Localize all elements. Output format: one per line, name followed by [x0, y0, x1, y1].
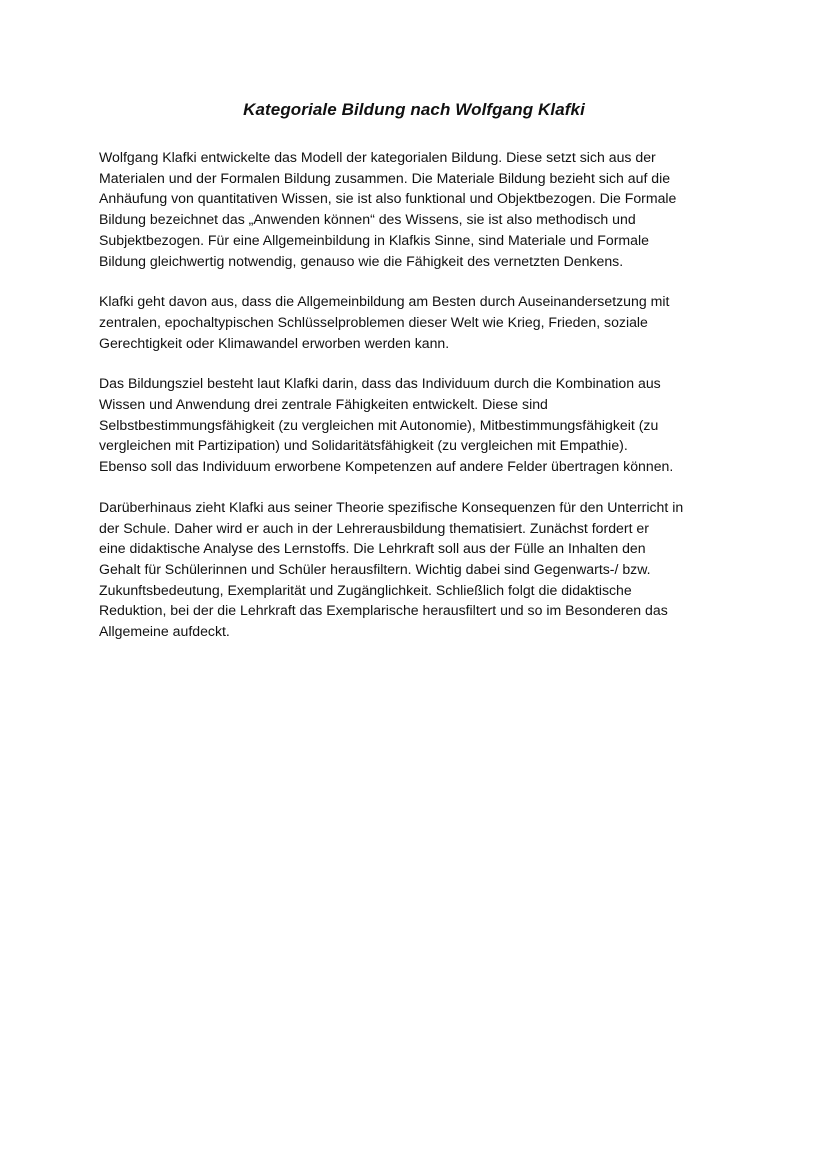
paragraph-2 — [99, 291, 739, 353]
text-line: Wissen und Anwendung drei zentrale Fähigkeiten entwickelt. Diese sind — [99, 396, 548, 413]
text-line: Wolfgang Klafki entwickelte das Modell der kategorialen Bildung. Diese setzt sich aus der — [99, 149, 656, 165]
text-line: eine didaktische Analyse des Lernstoffs. Die Lehrkraft soll aus der Fülle an Inhalten den — [99, 540, 646, 557]
text-line: Ebenso soll das Individuum erworbene Kompetenzen auf andere Felder übertragen können. — [99, 458, 674, 475]
text-line: Allgemeine aufdeckt. — [99, 623, 230, 640]
document-body — [99, 147, 739, 662]
paragraph-4 — [99, 497, 739, 642]
text-line: Anhäufung von quantitativen Wissen, sie ist also funktional und Objektbezogen. Die Formale — [99, 190, 677, 207]
text-line: zentralen, epochaltypischen Schlüsselproblemen dieser Welt wie Krieg, Frieden, soziale — [99, 313, 648, 330]
paragraph-1 — [99, 147, 739, 271]
text-line: Bildung gleichwertig notwendig, genauso wie die Fähigkeit des vernetzten Denkens. — [99, 252, 624, 269]
text-line: Das Bildungsziel besteht laut Klafki darin, dass das Individuum durch die Kombination aus — [99, 375, 661, 392]
text-line: der Schule. Daher wird er auch in der Lehrerausbildung thematisiert. Zunächst fordert er — [99, 519, 649, 536]
text-line: Zukunftsbedeutung, Exemplarität und Zugänglichkeit. Schließlich folgt die didaktische — [99, 581, 632, 598]
text-line: Darüberhinaus zieht Klafki aus seiner Theorie spezifische Konsequenzen für den Unterricht in — [99, 498, 684, 515]
text-line: Reduktion, bei der die Lehrkraft das Exemplarische herausfiltert und so im Besonderen das — [99, 602, 668, 619]
text-line: Klafki geht davon aus, dass die Allgemeinbildung am Besten durch Auseinandersetzung mit — [99, 293, 670, 310]
document-title: Kategoriale Bildung nach Wolfgang Klafki — [243, 100, 585, 119]
text-line: Bildung bezeichnet das „Anwenden können“ des Wissens, sie ist also methodisch und — [99, 211, 636, 228]
text-line: Subjektbezogen. Für eine Allgemeinbildung in Klafkis Sinne, sind Materiale und Formale — [99, 231, 649, 248]
text-line: Gehalt für Schülerinnen und Schüler herausfiltern. Wichtig dabei sind Gegenwarts-/ bzw. — [99, 560, 651, 577]
text-line: Selbstbestimmungsfähigkeit (zu vergleichen mit Autonomie), Mitbestimmungsfähigkeit (zu — [99, 416, 659, 433]
text-line: Gerechtigkeit oder Klimawandel erworben werden kann. — [99, 334, 450, 351]
text-line: Materialen und der Formalen Bildung zusammen. Die Materiale Bildung bezieht sich auf die — [99, 169, 671, 186]
text-line: vergleichen mit Partizipation) und Solidaritätsfähigkeit (zu vergleichen mit Empathie). — [99, 437, 628, 454]
paragraph-3 — [99, 373, 739, 477]
